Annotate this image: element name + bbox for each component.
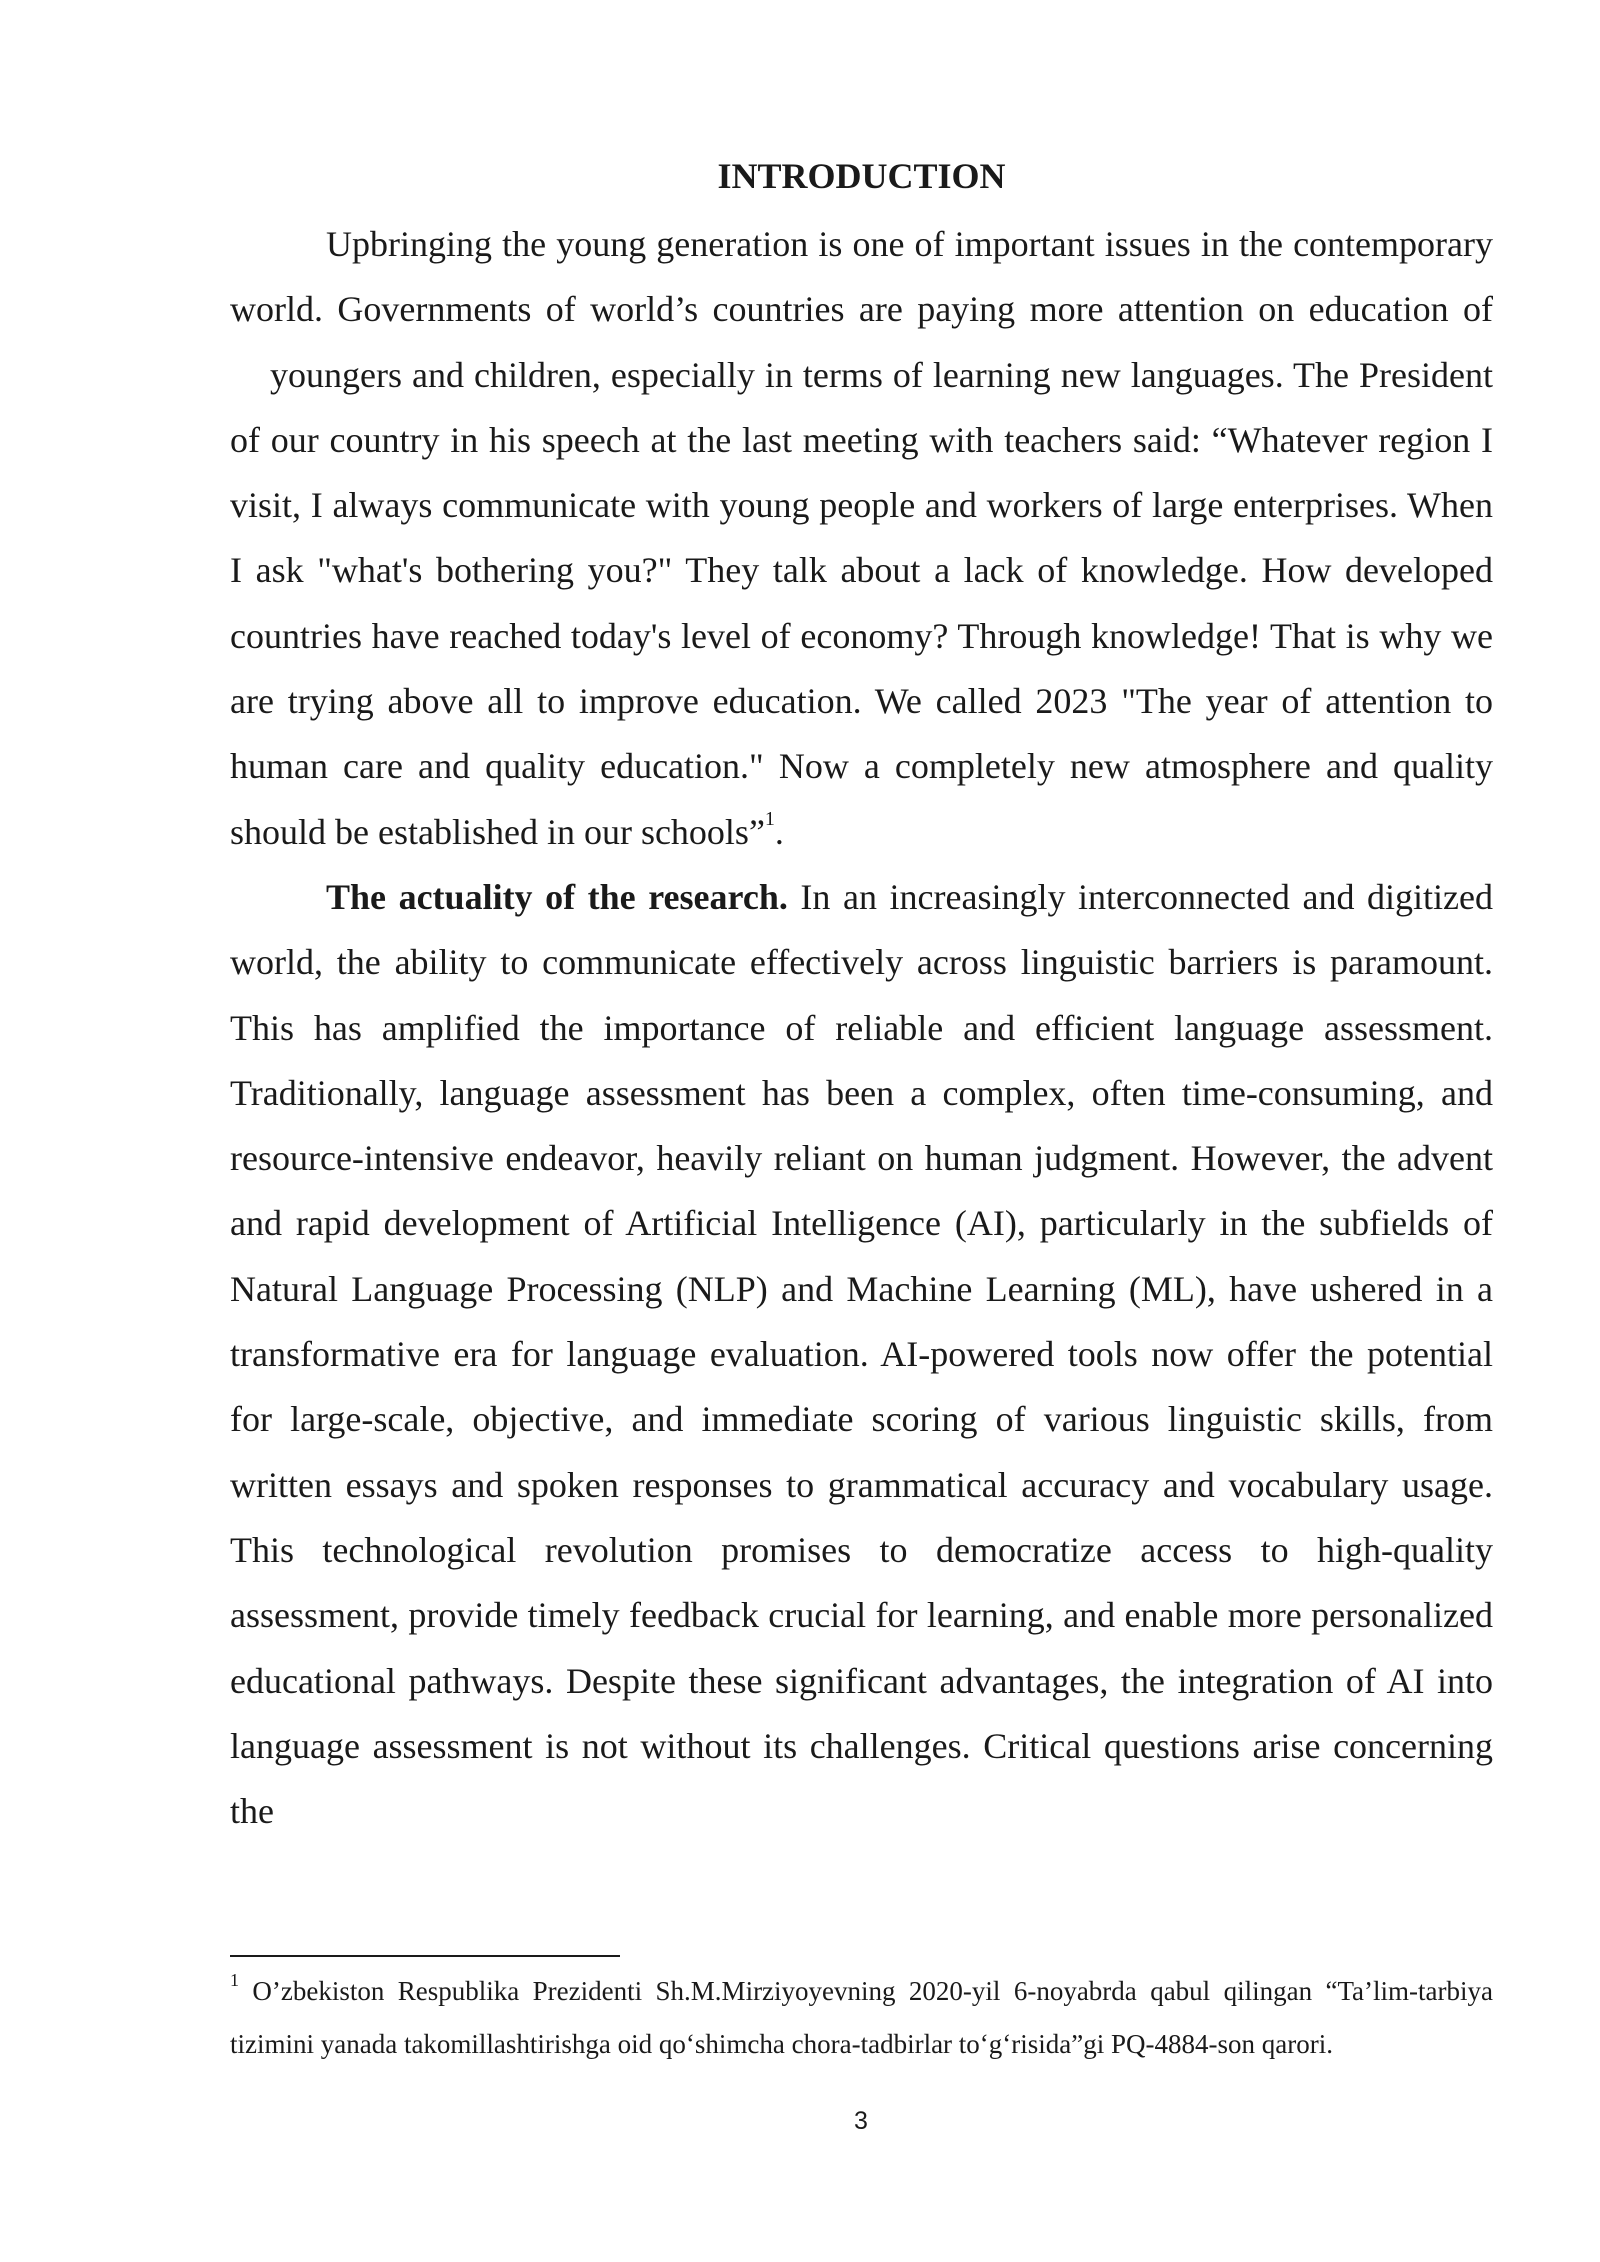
- footnote-separator: [230, 1955, 620, 1957]
- footnote-text: O’zbekiston Respublika Prezidenti Sh.M.Mirziyoyevning 2020-yil 6-noyabrda qabul qilingan “Ta’lim-tarbiya tizimini yanada takomillashtirishga oid qo‘shimcha chora-tadbirlar to‘g‘risida”gi PQ-4884-son qarori.: [230, 1976, 1493, 2059]
- footnote-marker: 1: [230, 1970, 239, 1990]
- intro-paragraph-end: .: [774, 811, 784, 852]
- footnote: [230, 1965, 1493, 2071]
- section-heading: INTRODUCTION: [717, 156, 1006, 196]
- actuality-paragraph-text: In an increasingly interconnected and digitized world, the ability to communicate effectively across linguistic barriers is paramount. This has amplified the importance of reliable and efficient language assessment. Traditionally, language assessment has been a complex, often time-consuming, and resource-intensive endeavor, heavily reliant on human judgment. However, the advent and rapid development of Artificial Intelligence (AI), particularly in the subfields of Natural Language Processing (NLP) and Machine Learning (ML), have ushered in a transformative era for language evaluation. AI-powered tools now offer the potential for large-scale, objective, and immediate scoring of various linguistic skills, from written essays and spoken responses to grammatical accuracy and vocabulary usage. This technological revolution promises to democratize access to high-quality assessment, provide timely feedback crucial for learning, and enable more personalized educational pathways. Despite these significant advantages, the integration of AI into language assessment is not without its challenges. Critical questions arise concerning the: [230, 876, 1493, 1832]
- actuality-paragraph: [230, 865, 1493, 1844]
- page-body: [230, 148, 1493, 1844]
- actuality-lead: The actuality of the research.: [326, 876, 788, 917]
- page-number: 3: [854, 2107, 868, 2135]
- intro-paragraph-text: Upbringing the young generation is one of important issues in the contemporary world. Governments of world’s countries are paying more attention on education of youngers and children, especially in terms of learning new languages. The President of our country in his speech at the last meeting with teachers said: “Whatever region I visit, I always communicate with young people and workers of large enterprises. When I ask "what's bothering you?" They talk about a lack of knowledge. How developed countries have reached today's level of economy? Through knowledge! That is why we are trying above all to improve education. We called 2023 "The year of attention to human care and quality education." Now a completely new atmosphere and quality should be established in our schools”: [230, 224, 1493, 852]
- intro-paragraph: [230, 212, 1493, 865]
- footnote-reference[interactable]: 1: [764, 807, 775, 830]
